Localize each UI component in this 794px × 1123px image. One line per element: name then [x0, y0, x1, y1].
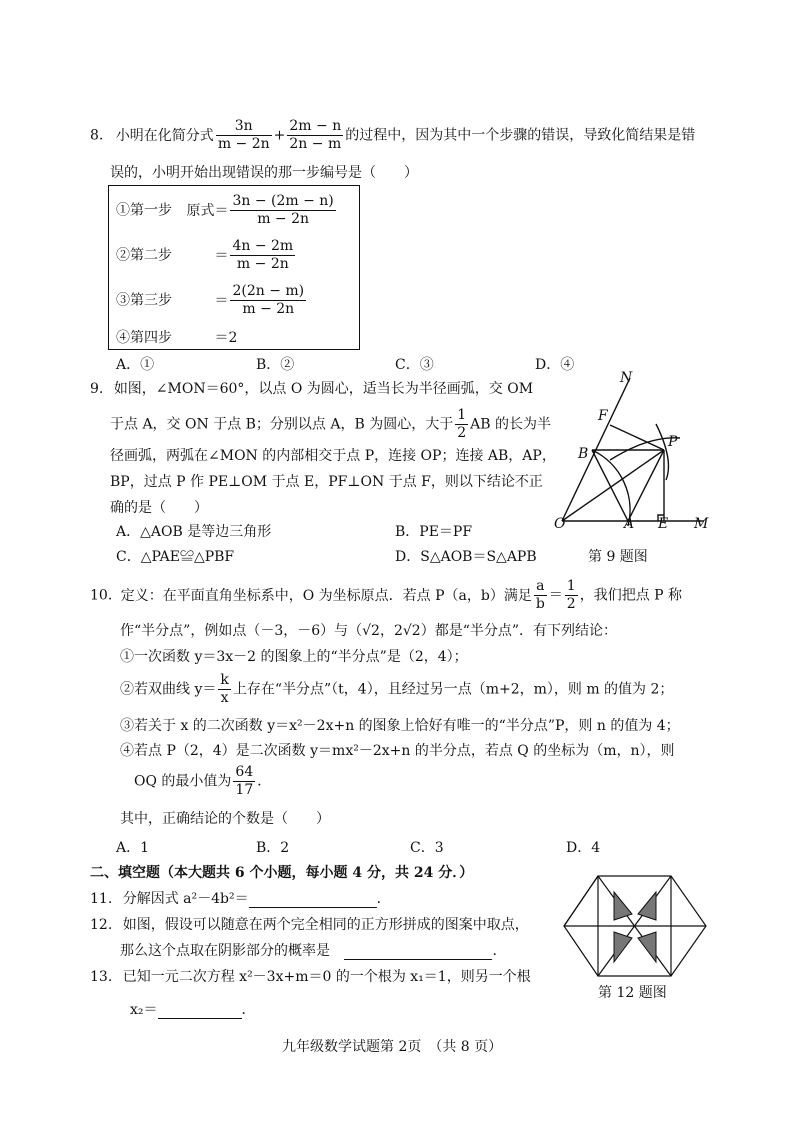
q10-option-b[interactable]: B．2 [256, 840, 290, 856]
label-e: E [658, 516, 669, 532]
q9-figure-caption: 第 9 题图 [588, 549, 648, 565]
page-footer: 九年级数学试题第 2页 （共 8 页） [282, 1039, 503, 1055]
q8-line1 [90, 118, 695, 153]
q10-conclusion-4: ④若点 P（2，4）是二次函数 y＝mx²－2x+n 的半分点，若点 Q 的坐标为（m，n），则 [120, 743, 675, 759]
label-m: M [694, 516, 709, 532]
q9-half-fraction: $\frac{1}{2}$ [457, 407, 467, 441]
label-n: N [620, 370, 633, 386]
q8-option-a[interactable]: A．① [116, 357, 155, 373]
label-o: O [554, 516, 566, 532]
q8-line2: 误的，小明开始出现错误的那一步编号是（ ） [110, 165, 418, 181]
q12-figure-caption: 第 12 题图 [598, 985, 667, 1001]
q9-line3: 径画弧，两弧在∠MON 的内部相交于点 P，连接 OP；连接 AB，AP， [110, 448, 556, 464]
q10-conclusion-2: ②若双曲线 y＝ $\frac{k}{x}$ 上存在“半分点”（t，4），且经过另一点（m+2，m），则 m 的值为 2； [120, 672, 674, 706]
q9-line2: 于点 A，交 ON 于点 B；分别以点 A，B 为圆心，大于 $\frac{1}{2}$ AB 的长为半 [110, 407, 552, 441]
q8-step-3-fraction: $\frac{2(2n - m)}{m - 2n}$ [232, 283, 305, 317]
q8-step-2: ②第二步 ＝ $\frac{4n - 2m}{m - 2n}$ [116, 238, 294, 272]
q10-half-fraction: $\frac{1}{2}$ [566, 578, 576, 612]
q10-question: 其中，正确结论的个数是（ ） [120, 811, 330, 827]
q10-conclusion-3: ③若关于 x 的二次函数 y＝x²－2x+n 的图象上恰好有唯一的“半分点”P，则 n 的值为 4； [120, 718, 680, 734]
q10-conclusion-4-cont: OQ 的最小值为 $\frac{64}{17}$ ． [134, 764, 272, 798]
q8-option-b[interactable]: B．② [256, 357, 295, 373]
q8-step-3: ③第三步 ＝ $\frac{2(2n - m)}{m - 2n}$ [116, 283, 305, 317]
q8-option-d[interactable]: D．④ [535, 357, 575, 373]
segment-ap [628, 450, 664, 521]
q9-line1: 9. 如图，∠MON＝60°，以点 O 为圆心，适当长为半径画弧，交 OM [90, 381, 534, 397]
q9-figure [548, 368, 718, 536]
q10-number: 10. [90, 587, 113, 604]
q10-ab-fraction: $\frac{a}{b}$ [535, 578, 545, 612]
q8-plus: + [273, 127, 286, 144]
q12-answer-blank[interactable] [344, 943, 492, 960]
section-2-heading: 二、填空题（本大题共 6 个小题，每小题 4 分，共 24 分．） [90, 865, 474, 881]
q10-line1: 10. 定义：在平面直角坐标系中，O 为坐标原点．若点 P（a，b）满足 $\frac{a}{b}$ ＝ $\frac{1}{2}$ ，我们把点 P 称 [90, 578, 683, 612]
q12-line2: 那么这个点取在阴影部分的概率是 ． [120, 943, 507, 959]
q10-conclusion-1: ①一次函数 y＝3x－2 的图象上的“半分点”是（2，4）； [120, 649, 468, 665]
q9-line5: 确的是（ ） [110, 500, 208, 516]
segment-ab [592, 450, 628, 521]
q10-option-c[interactable]: C．3 [410, 840, 444, 856]
q11: 11. 分解因式 a²－4b²＝ ． [90, 891, 391, 907]
q13-line1: 13. 已知一元二次方程 x²－3x+m＝0 的一个根为 x₁＝1，则另一个根 [90, 969, 531, 985]
q10-line2: 作“半分点”，例如点（－3，－6）与（√2，2√2）都是“半分点”．有下列结论： [120, 623, 618, 639]
label-f: F [598, 408, 608, 424]
q11-number: 11. [90, 891, 113, 907]
q10-k-fraction: $\frac{k}{x}$ [220, 672, 229, 706]
q8-step-1-fraction: $\frac{3n - (2m - n)}{m - 2n}$ [232, 193, 334, 227]
q8-fraction-1: $\frac{3n}{m - 2n}$ [217, 118, 270, 152]
q11-answer-blank[interactable] [249, 891, 377, 908]
q13-line2: x₂＝ ． [130, 1002, 256, 1018]
q10-oq-fraction: $\frac{64}{17}$ [235, 764, 254, 798]
q9-option-d[interactable]: D．S△AOB＝S△APB [395, 549, 537, 565]
q13-number: 13. [90, 969, 113, 985]
label-b: B [578, 446, 589, 462]
q9-number: 9. [90, 381, 104, 397]
q9-line4: BP，过点 P 作 PE⊥OM 于点 E，PF⊥ON 于点 F，则以下结论不正 [110, 474, 543, 490]
q9-option-a[interactable]: A．△AOB 是等边三角形 [116, 524, 272, 540]
q8-step-2-fraction: $\frac{4n - 2m}{m - 2n}$ [232, 238, 294, 272]
label-a: A [624, 516, 635, 532]
q8-fraction-2: $\frac{2m - n}{2n - m}$ [289, 118, 342, 152]
q8-step-1: ①第一步 原式＝ $\frac{3n - (2m - n)}{m - 2n}$ [116, 193, 334, 227]
q8-text-post: 的过程中，因为其中一个步骤的错误，导致化简结果是错 [345, 127, 696, 144]
label-p: P [668, 434, 678, 450]
q8-text-pre: 小明在化简分式 [115, 127, 214, 144]
q12-number: 12. [90, 917, 113, 933]
q8-number: 8. [90, 127, 104, 144]
q10-option-a[interactable]: A．1 [116, 840, 150, 856]
q8-step-4: ④第四步 ＝2 [116, 330, 238, 346]
q8-option-c[interactable]: C．③ [395, 357, 434, 373]
q12-figure [562, 874, 708, 980]
q9-option-c[interactable]: C．△PAE≌△PBF [116, 549, 235, 565]
q9-option-b[interactable]: B．PE＝PF [395, 524, 473, 540]
q10-option-d[interactable]: D．4 [566, 840, 601, 856]
q13-answer-blank[interactable] [158, 1002, 242, 1019]
q12-line1: 12. 如图，假设可以随意在两个完全相同的正方形拼成的图案中取点， [90, 917, 529, 933]
